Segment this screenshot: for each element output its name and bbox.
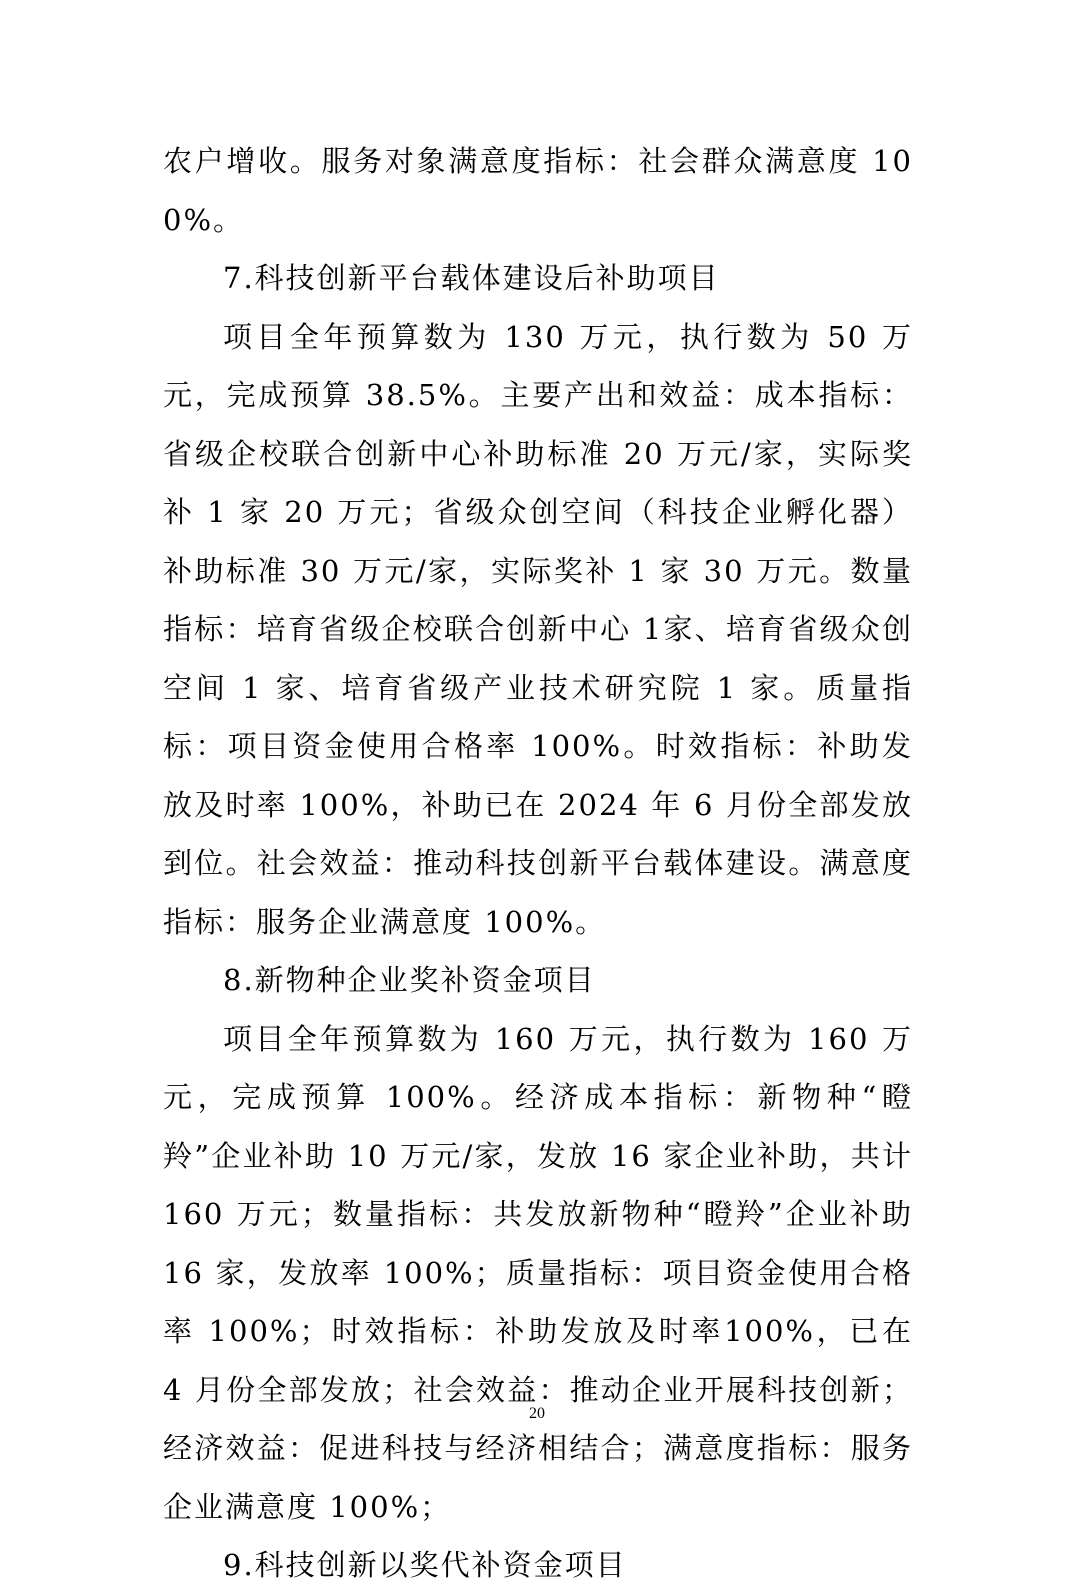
paragraph: [163, 308, 913, 952]
text-line: 项目全年预算数为 130 万元，执行数为 50 万元，完成: [163, 319, 913, 412]
text-line: 家、培育省级众创空间 1 家、培育省级产业技术研究院 1 家。: [163, 612, 913, 705]
text-line: 元/家，发放 16 家企业补助，共计 160 万元；数量指标：共: [163, 1138, 925, 1231]
text-line: 补 1 家 30 万元。数量指标：培育省级企校联合创新中心 1: [163, 553, 913, 646]
text-line: 创新；经济效益：促进科技与经济相结合；满意度指标：服: [163, 1372, 913, 1465]
text-line: 8.新物种企业奖补资金项目: [223, 963, 596, 997]
text-line: 及时率 100%，补助已在 2024 年 6 月份全部发放到位。社会: [163, 787, 913, 880]
paragraph: [163, 1010, 925, 1537]
text-line: 效益：推动科技创新平台载体建设。满意度指标：服务企业: [163, 846, 913, 939]
text-line: 众创空间（科技企业孵化器）补助标准 30 万元/家，实际奖: [163, 495, 913, 588]
paragraph: [163, 249, 913, 308]
text-line: 9.科技创新以奖代补资金项目: [223, 1548, 627, 1582]
text-line: 7.科技创新平台载体建设后补助项目: [223, 261, 720, 295]
text-line: 100%，已在 4 月份全部发放；社会效益：推动企业开展科技: [163, 1314, 925, 1407]
paragraph: [163, 951, 913, 1010]
paragraph: [163, 132, 913, 249]
text-line: 满意度 100%。: [380, 904, 607, 939]
text-line: 标：项目资金使用合格率 100%；时效指标：补助发放及时率: [163, 1255, 913, 1348]
page-number: 20: [529, 1405, 545, 1422]
text-line: 农户增收。服务对象满意度指标：社会群众满意度 100%。: [163, 144, 913, 237]
text-line: 预算 38.5%。主要产出和效益：成本指标：省级企校联合创: [163, 378, 913, 471]
text-line: 预算 100%。经济成本指标：新物种“瞪羚”企业补助 10 万: [163, 1080, 913, 1173]
text-line: 新中心补助标准 20 万元/家，实际奖补 1 家 20 万元；省级: [163, 436, 913, 529]
body-text: [163, 132, 925, 1595]
text-line: 质量指标：项目资金使用合格率 100%。时效指标：补助发放: [163, 670, 913, 822]
paragraph: [163, 1536, 913, 1595]
text-line: 务企业满意度 100%；: [163, 1431, 913, 1524]
text-line: 发放新物种“瞪羚”企业补助 16 家，发放率 100%；质量指: [163, 1197, 925, 1290]
text-line: 项目全年预算数为 160 万元，执行数为 160 万元，完成: [163, 1021, 913, 1114]
